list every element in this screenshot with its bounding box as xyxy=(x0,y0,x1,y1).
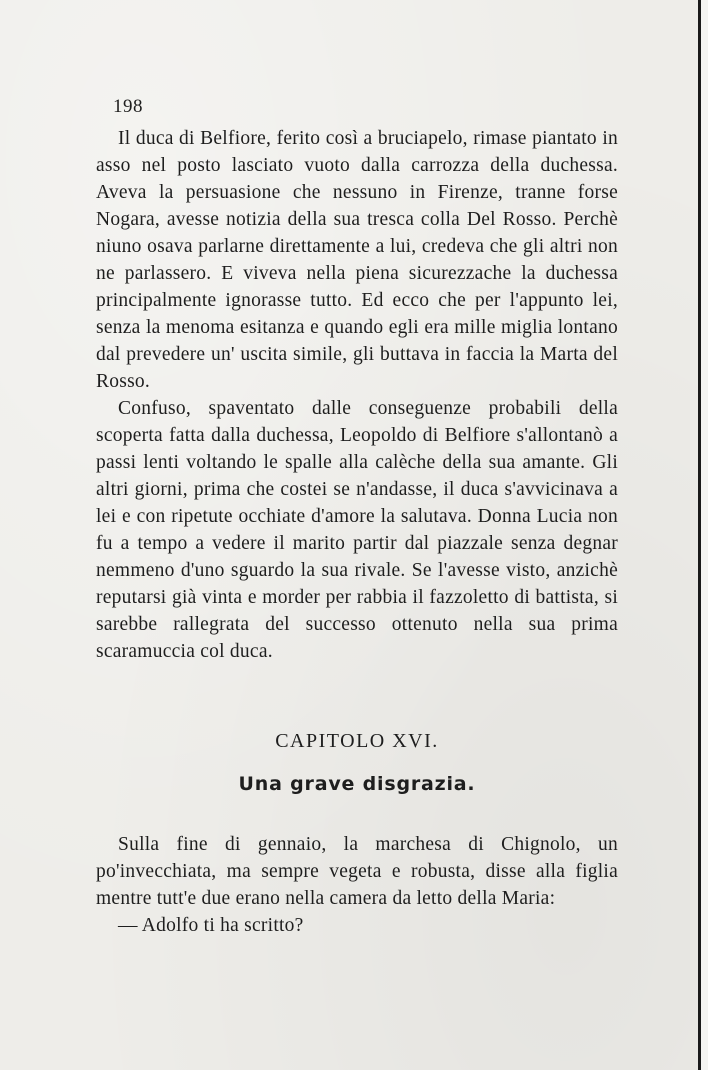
paragraph-confuso: Confuso, spaventato dalle conseguenze probabili della scoperta fatta dalla duchessa, Leopoldo di Belfiore s'allontanò a passi lenti voltando le spalle alla calèche della sua amante. Gli altri giorni, prima che costei se n'andasse, il duca s'avvicinava a lei e con ripetute occhiate d'amore la salutava. Donna Lucia non fu a tempo a vedere il marito partir dal piazzale senza degnar nemmeno d'uno sguardo la sua rivale. Se l'avesse visto, anzichè reputarsi già vinta e morder per rabbia il fazzoletto di battista, si sarebbe rallegrata del successo ottenuto nella sua prima scaramuccia col duca. xyxy=(96,398,618,662)
page-number: 198 xyxy=(113,96,143,117)
dialogue-line: — Adolfo ti ha scritto? xyxy=(118,915,304,936)
chapter-title: Una grave disgrazia. xyxy=(238,773,476,795)
body-text-bottom xyxy=(96,831,618,939)
paragraph-duke-belfiore: Il duca di Belfiore, ferito così a bruciapelo, rimase piantato in asso nel posto lasciato vuoto dalla carrozza della duchessa. Aveva la persuasione che nessuno in Firenze, tranne forse Nogara, avesse notizia della sua tresca colla Del Rosso. Perchè niuno osava parlarne direttamente a lui, credeva che gli altri non ne parlassero. E viveva nella piena sicurezzache la duchessa principalmente ignorasse tutto. Ed ecco che per l'appunto lei, senza la menoma esitanza e quando egli era mille miglia lontano dal prevedere un' uscita simile, gli buttava in faccia la Marta del Rosso. xyxy=(96,128,618,392)
paragraph-sulla-fine: Sulla fine di gennaio, la marchesa di Chignolo, un po'invecchiata, ma sempre vegeta e robusta, disse alla figlia mentre tutt'e due erano nella camera da letto della Maria: xyxy=(96,834,618,909)
body-text-top xyxy=(96,125,618,665)
chapter-heading: CAPITOLO XVI. xyxy=(275,730,439,752)
page-edge-margin xyxy=(701,0,708,1070)
